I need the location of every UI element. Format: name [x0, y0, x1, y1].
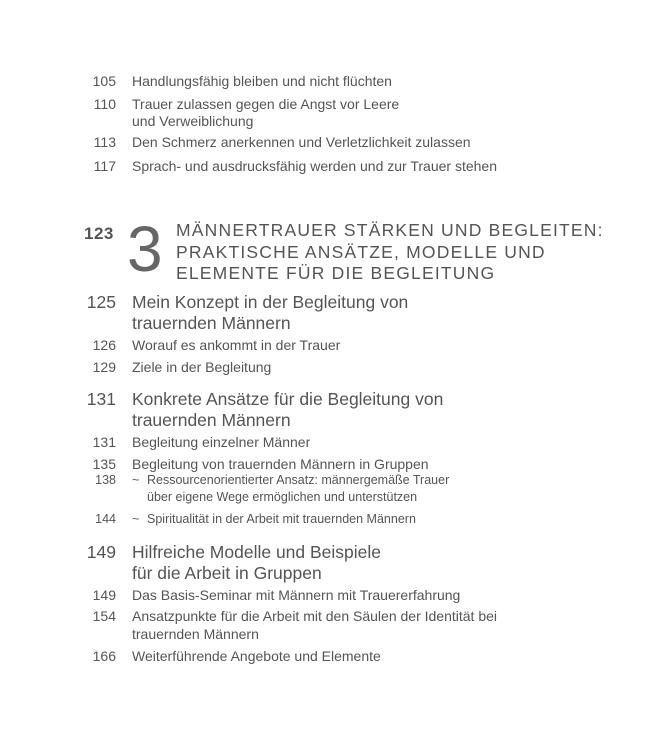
subentry-title: Spiritualität in der Arbeit mit trauernden Männern	[147, 512, 416, 526]
entry-title: Sprach- und ausdrucksfähig werden und zur Trauer stehen	[132, 158, 497, 174]
page-number: 166	[92, 648, 116, 664]
entry-title: Begleitung von trauernden Männern in Gruppen	[132, 456, 429, 472]
entry-title: Weiterführende Angebote und Elemente	[132, 648, 381, 664]
entry-title-line-2: trauernden Männern	[132, 626, 259, 642]
entry-title: Das Basis-Seminar mit Männern mit Trauererfahrung	[132, 587, 461, 603]
page-number: 126	[92, 337, 116, 353]
page-number: 131	[86, 389, 116, 409]
subentry-title-line-2: über eigene Wege ermöglichen und unterstützen	[147, 490, 418, 504]
subentry-marker: ~	[132, 473, 140, 487]
section-title-line-2: trauernden Männern	[132, 313, 291, 333]
entry-title-line-2: und Verweiblichung	[132, 113, 254, 129]
entry-title: Ansatzpunkte für die Arbeit mit den Säulen der Identität bei	[132, 608, 498, 624]
section-title: Hilfreiche Modelle und Beispiele	[132, 542, 382, 562]
section-title-line-2: für die Arbeit in Gruppen	[132, 563, 322, 583]
page-number: 129	[92, 359, 116, 375]
page-number: 144	[95, 512, 116, 526]
page-number: 149	[86, 542, 116, 562]
entry-title: Den Schmerz anerkennen und Verletzlichkeit zulassen	[132, 134, 471, 150]
page-number: 117	[93, 158, 116, 174]
page-number: 149	[92, 587, 116, 603]
page-number: 154	[92, 608, 116, 624]
page-number: 135	[92, 456, 116, 472]
chapter-title	[176, 220, 604, 285]
section-title-line-2: trauernden Männern	[132, 410, 291, 430]
chapter-title-line: MÄNNERTRAUER STÄRKEN UND BEGLEITEN:	[176, 220, 604, 240]
subentry-marker: ~	[132, 512, 140, 526]
page-number: 105	[92, 73, 116, 89]
entry-title: Begleitung einzelner Männer	[132, 434, 311, 450]
entry-title: Handlungsfähig bleiben und nicht flüchten	[132, 73, 392, 89]
section-title: Konkrete Ansätze für die Begleitung von	[132, 389, 444, 409]
chapter-page-number: 123	[84, 224, 114, 243]
entry-title: Ziele in der Begleitung	[132, 359, 272, 375]
entry-title: Trauer zulassen gegen die Angst vor Leere	[132, 96, 400, 112]
chapter-title-line: PRAKTISCHE ANSÄTZE, MODELLE UND	[176, 241, 546, 262]
page-number: 110	[93, 96, 116, 112]
section-title: Mein Konzept in der Begleitung von	[132, 292, 409, 312]
entry-title: Worauf es ankommt in der Trauer	[132, 337, 341, 353]
page-number: 113	[93, 134, 116, 150]
chapter-title-line: ELEMENTE FÜR DIE BEGLEITUNG	[176, 263, 496, 283]
chapter-number: 3	[127, 213, 163, 285]
page-number: 138	[95, 473, 116, 487]
page-number: 125	[86, 292, 116, 312]
page-number: 131	[92, 434, 116, 450]
subentry-title: Ressourcenorientierter Ansatz: männergemäße Trauer	[147, 473, 450, 487]
